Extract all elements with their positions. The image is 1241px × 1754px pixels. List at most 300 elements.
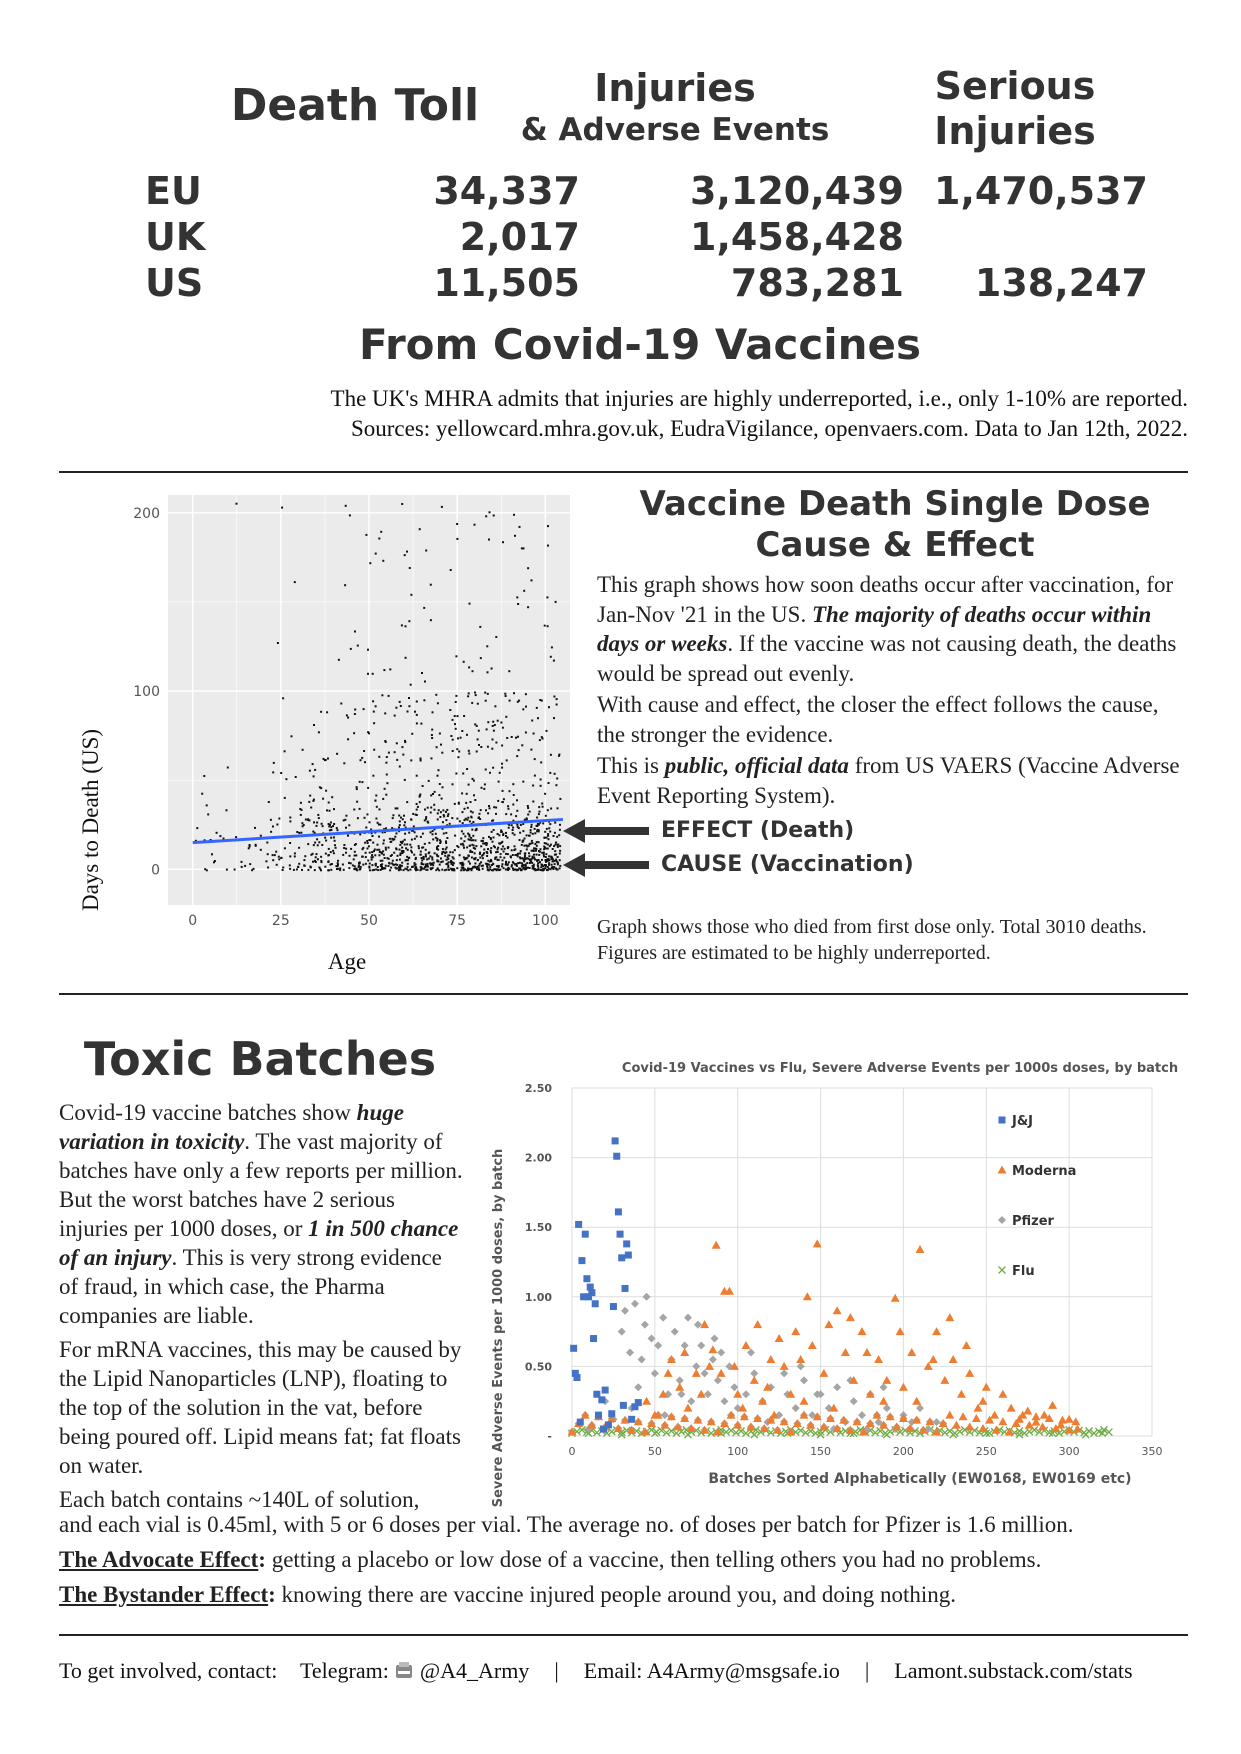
y-tick-label: - [547,1430,552,1443]
data-point-pfizer [684,1314,692,1322]
y-tick-label: 1.00 [524,1290,552,1304]
data-point [518,700,520,702]
data-point [524,838,526,840]
data-point [477,738,479,740]
data-point [464,858,466,860]
data-point [401,862,403,864]
data-point [556,698,558,700]
data-point [471,867,473,869]
data-point [527,805,529,807]
data-point [470,810,472,812]
data-point [549,772,551,774]
data-point [559,859,561,861]
data-point [559,798,561,800]
data-point [305,819,307,821]
data-point [549,845,551,847]
data-point [559,850,561,852]
text-span: from US VAERS (Vaccine Adverse Event Reporting System). [597,753,1180,808]
data-point [444,869,446,871]
data-point [439,842,441,844]
data-point [508,861,510,863]
data-point [310,807,312,809]
data-point [474,862,476,864]
data-point [445,863,447,865]
data-point-moderna [800,1397,809,1405]
data-point [441,869,443,871]
data-point [460,838,462,840]
data-point [399,849,401,851]
data-point [552,858,554,860]
data-point [548,706,550,708]
data-point [526,834,528,836]
data-point [458,802,460,804]
data-point [525,693,527,695]
data-point [548,838,550,840]
data-point [537,717,539,719]
data-point [505,869,507,871]
data-point [357,645,359,647]
data-point [460,843,462,845]
data-point [480,845,482,847]
data-point [335,865,337,867]
data-point [551,864,553,866]
data-point [503,798,505,800]
data-point [367,673,369,675]
data-point [421,862,423,864]
data-point-pfizer [648,1335,656,1343]
data-point [251,869,253,871]
data-point [416,722,418,724]
data-point [425,550,427,552]
toxic-text [59,1098,464,1514]
data-point [477,859,479,861]
data-point [406,859,408,861]
data-point [482,857,484,859]
data-point-pfizer [626,1348,634,1356]
data-point [391,862,393,864]
data-point [547,525,549,527]
data-point [497,720,499,722]
data-point-jj [602,1387,609,1394]
data-point [345,848,347,850]
website-link[interactable]: Lamont.substack.com/stats [894,1658,1133,1683]
data-point [419,528,421,530]
data-point [431,757,433,759]
toxic-paragraph-3-end: and each vial is 0.45ml, with 5 or 6 doses per vial. The average no. of doses per batch for Pfizer is 1.6 million. [59,1512,1074,1537]
data-point [365,852,367,854]
data-point [476,829,478,831]
emphasis-text: 1 in 500 chance of an injury [59,1216,459,1270]
data-point [542,806,544,808]
data-point [530,826,532,828]
data-point [480,746,482,748]
data-point [497,848,499,850]
data-point [276,864,278,866]
data-point-moderna [808,1341,817,1349]
data-point [473,845,475,847]
data-point-moderna [972,1414,981,1422]
data-point [428,780,430,782]
data-point [512,861,514,863]
y-tick-label: 200 [133,505,160,522]
data-point [448,861,450,863]
data-point [511,824,513,826]
data-point [511,736,513,738]
advocate-effect-text: getting a placebo or low dose of a vaccine, then telling others you had no problems. [265,1547,1042,1572]
data-point [493,515,495,517]
data-point [502,833,504,835]
data-point [399,824,401,826]
data-point-pfizer [880,1383,888,1391]
x-tick-label: 100 [531,913,559,929]
data-point [514,845,516,847]
data-point [350,848,352,850]
data-point [333,808,335,810]
data-point [408,705,410,707]
data-point [399,844,401,846]
injuries-header-line2: & Adverse Events [520,112,830,148]
data-point [474,799,476,801]
data-point [471,829,473,831]
data-point [384,788,386,790]
data-point [201,793,203,795]
data-point-pfizer [800,1376,808,1384]
data-point-pfizer [631,1300,639,1308]
data-point [394,715,396,717]
data-point [449,823,451,825]
divider-3 [59,1634,1188,1636]
data-point [465,802,467,804]
data-point [442,821,444,823]
data-point [536,817,538,819]
data-point [546,730,548,732]
y-axis-label: Severe Adverse Events per 1000 doses, by batch [491,1148,506,1508]
data-point [541,859,543,861]
data-point [354,865,356,867]
data-point [516,596,518,598]
data-point [388,695,390,697]
data-point [462,773,464,775]
data-point [445,848,447,850]
data-point [456,818,458,820]
data-point-jj [612,1137,619,1144]
data-point [501,865,503,867]
data-point [461,730,463,732]
data-point [399,766,401,768]
data-point [278,858,280,860]
data-point [285,778,287,780]
data-point [428,852,430,854]
data-point [530,829,532,831]
data-point [326,809,328,811]
data-point [498,869,500,871]
data-point [530,832,532,834]
data-point [432,867,434,869]
data-point-jj [610,1303,617,1310]
data-point [327,854,329,856]
data-point [498,834,500,836]
y-tick-label: 0.50 [524,1360,552,1374]
data-point [431,859,433,861]
data-point-pfizer [651,1369,659,1377]
data-point [289,868,291,870]
data-point [428,858,430,860]
data-point [457,715,459,717]
data-point [464,808,466,810]
colon: : [268,1582,276,1607]
data-point [538,829,540,831]
data-point [483,849,485,851]
data-point-jj [578,1257,585,1264]
data-point [214,860,216,862]
data-point [248,847,250,849]
data-point [373,749,375,751]
data-point [377,844,379,846]
data-point [540,848,542,850]
data-point [260,849,262,851]
data-point [512,827,514,829]
telegram-icon [394,1659,414,1689]
data-point [519,526,521,528]
data-point [384,857,386,859]
data-point [370,839,372,841]
data-point-moderna [664,1369,673,1377]
data-point [435,694,437,696]
data-point [521,844,523,846]
data-point [547,866,549,868]
serious-header-line2: Injuries [934,109,1096,153]
data-point [515,737,517,739]
data-point [364,817,366,819]
data-point [523,547,525,549]
data-point [507,868,509,870]
text-span: This graph shows how soon deaths occur after vaccination, for Jan-Nov '21 in the US. [597,572,1174,627]
data-point [355,854,357,856]
data-point [359,862,361,864]
data-point [477,703,479,705]
data-point [348,862,350,864]
data-point [484,783,486,785]
data-point [546,596,548,598]
data-point [492,767,494,769]
data-point [386,756,388,758]
data-point [555,842,557,844]
serious-header-line1: Serious [934,64,1096,108]
data-point [384,712,386,714]
data-point [493,868,495,870]
data-point [495,856,497,858]
data-point [359,781,361,783]
data-point [227,767,229,769]
data-point [505,695,507,697]
data-point [497,851,499,853]
data-point [533,850,535,852]
data-point [369,821,371,823]
data-point [284,750,286,752]
note-line-1: The UK's MHRA admits that injuries are highly underreported, i.e., only 1-10% are reported. [330,386,1188,411]
data-point [346,714,348,716]
data-point [404,741,406,743]
data-point [379,824,381,826]
data-point [442,848,444,850]
data-point [476,751,478,753]
data-point [438,794,440,796]
data-point [511,864,513,866]
data-point [377,866,379,868]
data-point-pfizer [747,1348,755,1356]
data-point [322,825,324,827]
data-point [430,812,432,814]
data-point [466,793,468,795]
data-point [371,851,373,853]
stats-row-eu [120,168,1148,214]
data-point [325,790,327,792]
data-point [383,854,385,856]
data-point [515,863,517,865]
legend-marker [999,1117,1006,1124]
data-point [488,539,490,541]
data-point [318,817,320,819]
data-point [434,791,436,793]
y-tick-label: 100 [133,684,160,701]
data-point [296,831,298,833]
data-point [317,858,319,860]
data-point [307,819,309,821]
data-point [342,864,344,866]
data-point-jj [582,1231,589,1238]
data-point-moderna [959,1412,968,1420]
data-point [411,733,413,735]
data-point [420,851,422,853]
data-point [418,845,420,847]
data-point [386,857,388,859]
data-point [367,842,369,844]
data-point [405,847,407,849]
data-point [522,841,524,843]
data-point-moderna [916,1245,925,1253]
data-point [343,869,345,871]
data-point [410,759,412,761]
data-point [442,809,444,811]
data-point [531,579,533,581]
data-point [546,828,548,830]
data-point [468,753,470,755]
data-point [455,695,457,697]
data-point [393,852,395,854]
data-point [416,803,418,805]
data-point [332,850,334,852]
contact-label: To get involved, contact: [59,1658,278,1683]
data-point [507,847,509,849]
data-point-pfizer [916,1404,924,1412]
data-point [485,700,487,702]
data-point [556,861,558,863]
data-point [544,793,546,795]
data-point [272,826,274,828]
emphasis-text: public, official data [664,753,849,778]
data-point-moderna [753,1320,762,1328]
data-point [435,869,437,871]
data-point [533,733,535,735]
data-point [545,856,547,858]
data-point [385,849,387,851]
data-point [294,581,296,583]
data-point [510,813,512,815]
data-point [382,868,384,870]
data-point [513,794,515,796]
data-point [284,797,286,799]
data-point [203,775,205,777]
data-point [401,503,403,505]
data-point [551,857,553,859]
data-point [547,545,549,547]
data-point [480,657,482,659]
data-point [538,813,540,815]
data-point [499,772,501,774]
data-point [359,808,361,810]
data-point [493,837,495,839]
injuries-value: 783,281 [730,261,904,305]
data-point [548,782,550,784]
data-point [451,817,453,819]
data-point [356,788,358,790]
data-point [340,703,342,705]
data-point [316,822,318,824]
data-point [410,819,412,821]
data-point [554,822,556,824]
data-point [463,856,465,858]
data-point-jj [628,1416,635,1423]
telegram-link[interactable]: @A4_Army [419,1658,530,1683]
data-point [383,669,385,671]
data-point [368,866,370,868]
data-point [408,832,410,834]
data-point [294,852,296,854]
data-point-pfizer [671,1328,679,1336]
data-point [533,856,535,858]
chart-title: Covid-19 Vaccines vs Flu, Severe Adverse Events per 1000s doses, by batch [621,1061,1179,1076]
data-point [466,734,468,736]
data-point-moderna [949,1355,958,1363]
data-point [418,847,420,849]
data-point [296,868,298,870]
data-point-moderna [796,1355,805,1363]
data-point [267,853,269,855]
data-point [447,858,449,860]
data-point [516,869,518,871]
data-point [317,814,319,816]
data-point [434,852,436,854]
data-point-moderna [717,1369,726,1377]
data-point [475,845,477,847]
data-point [375,863,377,865]
data-point [459,854,461,856]
data-point [405,657,407,659]
data-point [481,855,483,857]
data-point [401,624,403,626]
data-point-jj [613,1153,620,1160]
email-link[interactable]: Email: A4Army@msgsafe.io [583,1658,840,1683]
data-point [373,711,375,713]
data-point [502,541,504,543]
data-point [525,706,527,708]
serious-injuries-header [880,64,1150,154]
data-point [354,851,356,853]
advocate-effect-title: The Advocate Effect [59,1547,259,1572]
data-point-moderna [879,1397,888,1405]
data-point [408,857,410,859]
data-point [558,834,560,836]
